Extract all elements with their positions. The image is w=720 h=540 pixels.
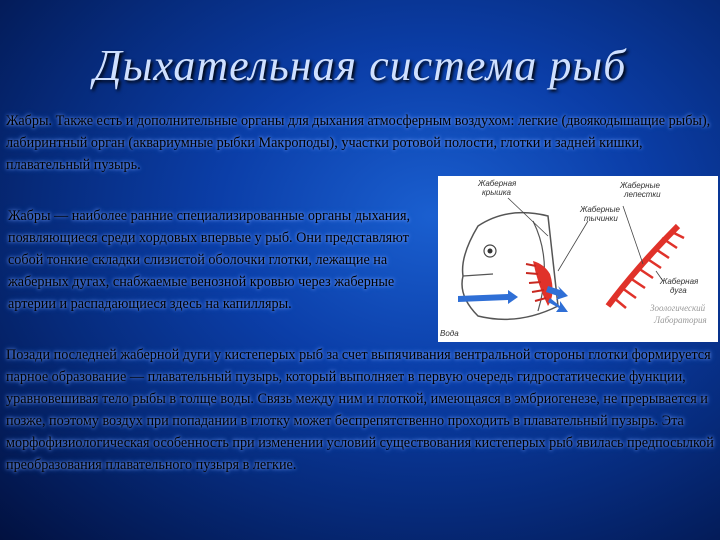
label-rakers-1: Жаберные [580,205,620,214]
separate-gill-arch [608,226,678,306]
fish-mouth [463,274,493,276]
label-water: Вода [440,329,459,338]
gill-diagram-svg [438,176,718,342]
gills-paragraph: Жабры — наиболее ранние специализированные органы дыхания, появляющиеся среди хордовых впервые у рыб. Они представляют собой тонкие складки слизистой оболочки глотки, лежащие на жаберных дугах, снабжаемые венозной кровью через жаберные артерии и распадающиеся здесь на капилляры. [8,208,411,312]
label-arch-2: дуга [670,286,687,295]
fish-head-outline [462,213,558,320]
label-gill-cover-1: Жаберная [478,179,517,188]
watermark-line-2: Лаборатория [654,315,707,325]
water-flow-arrows [458,286,568,312]
label-filaments-1: Жаберные [620,181,660,190]
watermark-line-1: Зоологический [650,303,706,313]
swim-bladder-paragraph: Позади последней жаберной дуги у кистеперых рыб за счет выпячивания вентральной стороны глотки формируется парное образование — плавательный пузырь, который выполняет в первую очередь гидростатические функции, уравновешивая тело рыбы в толще воды. Связь между ним и глоткой, имеющаяся в эмбриогенезе, не прерывается и позже, поэтому воздух при попадании в глотку может беспрепятственно проходить в плавательный пузырь. Эта морфофизиологическая особенность при изменении условий существования кистеперых рыб явилась предпосылкой преобразования плавательного пузыря в легкие. [6,347,714,473]
label-filaments-2: лепестки [624,190,661,199]
label-gill-cover-2: крышка [482,188,511,197]
label-rakers-2: тычинки [584,214,618,223]
gill-diagram [438,176,718,342]
intro-paragraph: Жабры. Также есть и дополнительные органы для дыхания атмосферным воздухом: легкие (двоякодышащие рыбы), лабиринтный орган (аквариумные рыбки Макроподы), участки ротовой полости, глотки и задней кишки, плавательный пузырь. [6,113,711,173]
label-arch-1: Жаберная [660,277,699,286]
slide-title: Дыхательная система рыб [93,41,627,90]
